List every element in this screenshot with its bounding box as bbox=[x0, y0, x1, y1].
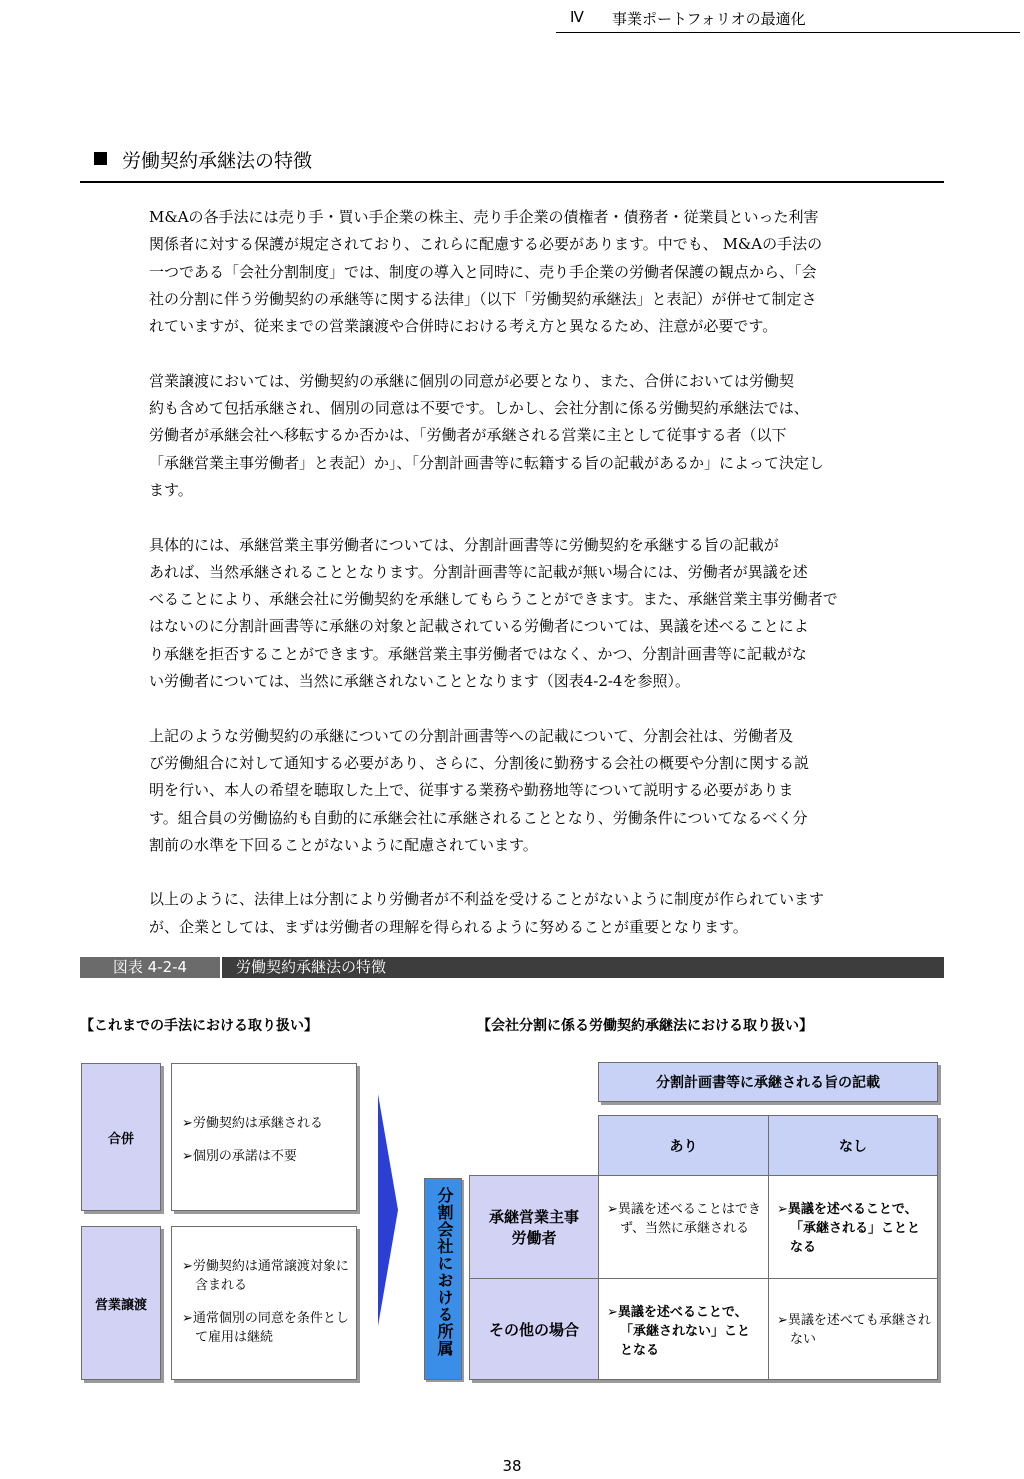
row1-no-cell bbox=[768, 1175, 938, 1279]
paragraph-line: 関係者に対する保護が規定されており、これらに配慮する必要があります。中でも、 M&Aの手法の bbox=[149, 235, 823, 254]
row2-label: その他の場合 bbox=[488, 1320, 579, 1339]
paragraph-line: 上記のような労働契約の承継についての分割計画書等への記載について、分割会社は、労働者及 bbox=[149, 726, 794, 745]
figure-caption-bar bbox=[80, 957, 944, 978]
running-header bbox=[556, 6, 1020, 33]
col-yes-label: あり bbox=[669, 1138, 698, 1155]
paragraph-line: はないのに分割計画書等に承継の対象と記載されている労働者については、異議を述べることによ bbox=[149, 617, 809, 636]
vertical-label: 分割会社における所属 bbox=[435, 1187, 454, 1357]
paragraph bbox=[149, 368, 939, 504]
merger-label: 合併 bbox=[107, 1131, 134, 1147]
vertical-label-box bbox=[424, 1178, 462, 1380]
paragraph-line: れていますが、従来までの営業譲渡や合併時における考え方と異なるため、注意が必要です。 bbox=[149, 317, 778, 336]
section-title: 労働契約承継法の特徴 bbox=[122, 150, 313, 172]
paragraph-line: り承継を拒否することができます。承継営業主事労働者ではなく、かつ、分割計画書等に記載がな bbox=[149, 644, 807, 663]
paragraph-line: す。組合員の労働協約も自動的に承継会社に承継されることとなり、労働条件についてなるべく分 bbox=[149, 808, 808, 827]
paragraph-line: 労働者が承継会社へ移転するか否かは、「労働者が承継される営業に主として従事する者（以下 bbox=[149, 426, 787, 445]
row1-header bbox=[469, 1175, 599, 1279]
paragraph-line: M&Aの各手法には売り手・買い手企業の株主、売り手企業の債権者・債務者・従業員といった利害 bbox=[149, 208, 819, 226]
section-heading bbox=[80, 143, 944, 183]
row1-label: 承継営業主事労働者 bbox=[489, 1208, 580, 1247]
paragraph-line: 割前の水準を下回ることがないように配慮されています。 bbox=[149, 835, 538, 854]
merger-detail-box bbox=[171, 1063, 357, 1211]
paragraph-line: あれば、当然承継されることとなります。分割計画書等に記載が無い場合には、労働者が異議を述 bbox=[149, 562, 808, 581]
paragraph-line: 約も含めて包括承継され、個別の同意は不要です。しかし、会社分割に係る労働契約承継法では、 bbox=[149, 399, 809, 418]
paragraph-line: ます。 bbox=[149, 480, 193, 499]
chapter-number: Ⅳ bbox=[570, 8, 584, 26]
figure-number: 図表 4-2-4 bbox=[80, 957, 222, 978]
right-arrow-icon bbox=[370, 1090, 402, 1330]
paragraph-line: 具体的には、承継営業主事労働者については、分割計画書等に労働契約を承継する旨の記載が bbox=[149, 535, 779, 554]
row1-yes-text: ➢異議を述べることはできず、当然に承継される bbox=[607, 1202, 761, 1236]
paragraph-line: び労働組合に対して通知する必要があり、さらに、分割後に勤務する会社の概要や分割に関する説 bbox=[149, 753, 810, 772]
row1-yes-cell bbox=[598, 1175, 769, 1279]
merger-bullet-1: ➢労働契約は承継される bbox=[182, 1116, 323, 1131]
col-no-label: なし bbox=[839, 1138, 867, 1155]
paragraph-line: べることにより、承継会社に労働契約を承継してもらうことができます。また、承継営業主事労働者で bbox=[149, 590, 838, 609]
page-number: 38 bbox=[502, 1457, 522, 1475]
paragraph bbox=[149, 723, 939, 859]
transfer-label: 営業譲渡 bbox=[94, 1297, 147, 1313]
paragraph-line: が、企業としては、まずは労働者の理解を得られるように努めることが重要となります。 bbox=[149, 917, 748, 936]
paragraph-line: 社の分割に伴う労働契約の承継等に関する法律」（以下「労働契約承継法」と表記）が併せて制定さ bbox=[149, 289, 817, 308]
paragraph bbox=[149, 886, 939, 941]
merger-bullet-2: ➢個別の承諾は不要 bbox=[182, 1149, 297, 1164]
paragraph-line: 営業譲渡においては、労働契約の承継に個別の同意が必要となり、また、合併においては労働契 bbox=[149, 371, 795, 390]
row2-yes-cell bbox=[598, 1278, 769, 1380]
row1-no-text: ➢異議を述べることで、「承継される」こととなる bbox=[777, 1202, 921, 1255]
paragraph-line: い労働者については、当然に承継されないこととなります（図表4-2-4を参照）。 bbox=[149, 672, 690, 691]
paragraph bbox=[149, 532, 939, 696]
row2-header bbox=[469, 1278, 599, 1380]
body-text bbox=[149, 204, 939, 968]
transfer-label-box bbox=[81, 1226, 161, 1380]
merger-label-box bbox=[81, 1063, 161, 1211]
paragraph-line: 明を行い、本人の希望を聴取した上で、従事する業務や勤務地等について説明する必要がありま bbox=[149, 781, 794, 800]
col-header-yes bbox=[598, 1115, 769, 1176]
right-subheading: 【会社分割に係る労働契約承継法における取り扱い】 bbox=[477, 1018, 813, 1034]
chapter-title: 事業ポートフォリオの最適化 bbox=[612, 10, 806, 28]
table-title-box bbox=[598, 1062, 938, 1102]
col-header-no bbox=[768, 1115, 938, 1176]
paragraph bbox=[149, 204, 939, 340]
table-title: 分割計画書等に承継される旨の記載 bbox=[656, 1075, 880, 1091]
transfer-detail-box bbox=[171, 1226, 357, 1380]
row2-no-text: ➢異議を述べても承継されない bbox=[777, 1313, 931, 1347]
paragraph-line: 一つである「会社分割制度」では、制度の導入と同時に、売り手企業の労働者保護の観点から、「会 bbox=[149, 262, 817, 281]
square-bullet-icon bbox=[94, 152, 107, 165]
row2-no-cell bbox=[768, 1278, 938, 1380]
figure-title: 労働契約承継法の特徴 bbox=[236, 958, 387, 976]
row2-yes-text: ➢異議を述べることで、「承継されない」こととなる bbox=[607, 1305, 751, 1358]
transfer-bullet-1: ➢労働契約は通常譲渡対象に含まれる bbox=[182, 1259, 349, 1293]
left-subheading: 【これまでの手法における取り扱い】 bbox=[80, 1018, 318, 1034]
paragraph-line: 「承継営業主事労働者」と表記）か」、「分割計画書等に転籍する旨の記載があるか」によって決定し bbox=[149, 453, 825, 472]
transfer-bullet-2: ➢通常個別の同意を条件として雇用は継続 bbox=[182, 1311, 349, 1345]
paragraph-line: 以上のように、法律上は分割により労働者が不利益を受けることがないように制度が作られています bbox=[149, 890, 825, 909]
